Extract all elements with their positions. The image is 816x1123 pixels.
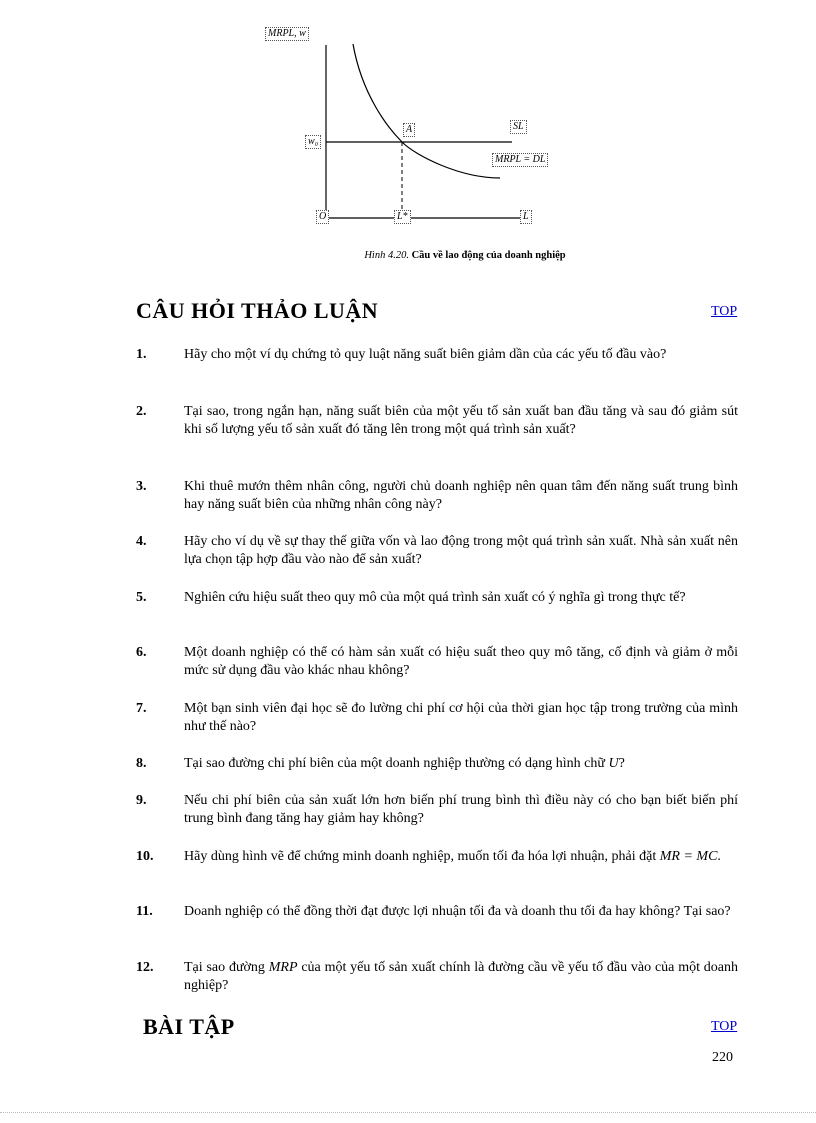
- question-number: 12.: [136, 960, 154, 975]
- question-text-post: của một yếu tố sản xuất chính là đường cầu về yếu tố đầu vào của một doanh nghiệp?: [184, 960, 738, 993]
- question-text: [184, 848, 738, 866]
- question-item: [136, 848, 738, 866]
- question-number: 11.: [136, 904, 153, 919]
- question-text-emphasis: MR = MC: [659, 849, 718, 864]
- question-text-post: .: [717, 849, 721, 864]
- question-number: 10.: [136, 849, 154, 864]
- question-number: 1.: [136, 347, 147, 362]
- page-number: 220: [712, 1050, 733, 1065]
- question-text: Khi thuê mướn thêm nhân công, người chủ doanh nghiệp nên quan tâm đến năng suất trung bình hay năng suất biên của những nhân công này?: [184, 479, 738, 512]
- question-text: Một bạn sinh viên đại học sẽ đo lường chi phí cơ hội của thời gian học tập trong trường của mình như thế nào?: [184, 701, 738, 734]
- question-text: Tại sao, trong ngắn hạn, năng suất biên của một yếu tố sản xuất ban đầu tăng và sau đó giảm sút khi số lượng yếu tố sản xuất đó tăng lên trong một quá trình sản xuất?: [184, 404, 738, 437]
- w0-label: w₀: [305, 135, 321, 149]
- question-item: [136, 959, 738, 995]
- y-axis-label: MRPL, w: [265, 27, 309, 41]
- origin-label: O: [316, 210, 329, 224]
- supply-label: SL: [510, 120, 527, 134]
- question-number: 8.: [136, 756, 147, 771]
- point-a-label: A: [403, 123, 415, 137]
- question-text: Nghiên cứu hiệu suất theo quy mô của một quá trình sản xuất có ý nghĩa gì trong thực tế?: [184, 590, 686, 605]
- question-text: Một doanh nghiệp có thể có hàm sản xuất có hiệu suất theo quy mô tăng, cố định và giảm ở mỗi mức sử dụng đầu vào khác nhau không?: [184, 645, 738, 678]
- top-link-exercises[interactable]: TOP: [711, 1019, 738, 1034]
- question-text: [184, 959, 738, 995]
- question-number: 7.: [136, 701, 147, 716]
- question-text-pre: Tại sao đường chi phí biên của một doanh nghiệp thường có dạng hình chữ: [184, 756, 609, 771]
- question-number: 6.: [136, 645, 147, 660]
- question-number: 2.: [136, 404, 147, 419]
- question-text-emphasis: U: [608, 756, 619, 771]
- figure-labor-demand: [250, 20, 580, 235]
- question-text-pre: Hãy dùng hình vẽ để chứng minh doanh nghiệp, muốn tối đa hóa lợi nhuận, phải đặt: [184, 849, 660, 864]
- question-text: Doanh nghiệp có thể đồng thời đạt được lợi nhuận tối đa và doanh thu tối đa hay không? Tại sao?: [184, 904, 731, 919]
- question-item: [136, 403, 738, 439]
- demand-curve: [353, 44, 500, 178]
- question-text: [184, 755, 738, 773]
- question-number: 5.: [136, 590, 147, 605]
- caption-prefix: Hình 4.20.: [364, 250, 409, 261]
- caption-title: Cầu về lao động của doanh nghiệp: [408, 250, 566, 261]
- question-text: Hãy cho ví dụ về sự thay thế giữa vốn và lao động trong một quá trình sản xuất. Nhà sản xuất nên lựa chọn tập hợp đầu vào nào để sản xuất?: [184, 534, 738, 567]
- question-item: [136, 644, 738, 680]
- page-bottom-divider: [0, 1112, 816, 1113]
- question-item: [136, 589, 738, 607]
- demand-label: MRPL = DL: [492, 153, 548, 167]
- question-text: Nếu chi phí biên của sản xuất lớn hơn biến phí trung bình thì điều này có cho bạn biết biến phí trung bình đang tăng hay giảm hay không?: [184, 793, 738, 826]
- question-item: [136, 792, 738, 828]
- question-number: 3.: [136, 479, 147, 494]
- question-text-post: ?: [618, 756, 625, 771]
- question-text: Hãy cho một ví dụ chứng tỏ quy luật năng suất biên giảm dần của các yếu tố đầu vào?: [184, 347, 667, 362]
- question-item: [136, 346, 738, 364]
- question-number: 4.: [136, 534, 147, 549]
- question-item: [136, 903, 738, 921]
- top-link-discussion[interactable]: TOP: [711, 304, 738, 319]
- discussion-heading: CÂU HỎI THẢO LUẬN: [136, 298, 379, 323]
- question-item: [136, 478, 738, 514]
- l-star-label: L*: [394, 210, 411, 224]
- x-axis-label: L: [520, 210, 532, 224]
- question-text-emphasis: MRP: [268, 960, 298, 975]
- question-text-pre: Tại sao đường: [184, 960, 269, 975]
- question-item: [136, 533, 738, 569]
- question-number: 9.: [136, 793, 147, 808]
- figure-caption: [250, 250, 680, 261]
- question-item: [136, 755, 738, 773]
- exercises-heading: BÀI TẬP: [143, 1014, 235, 1039]
- question-item: [136, 700, 738, 736]
